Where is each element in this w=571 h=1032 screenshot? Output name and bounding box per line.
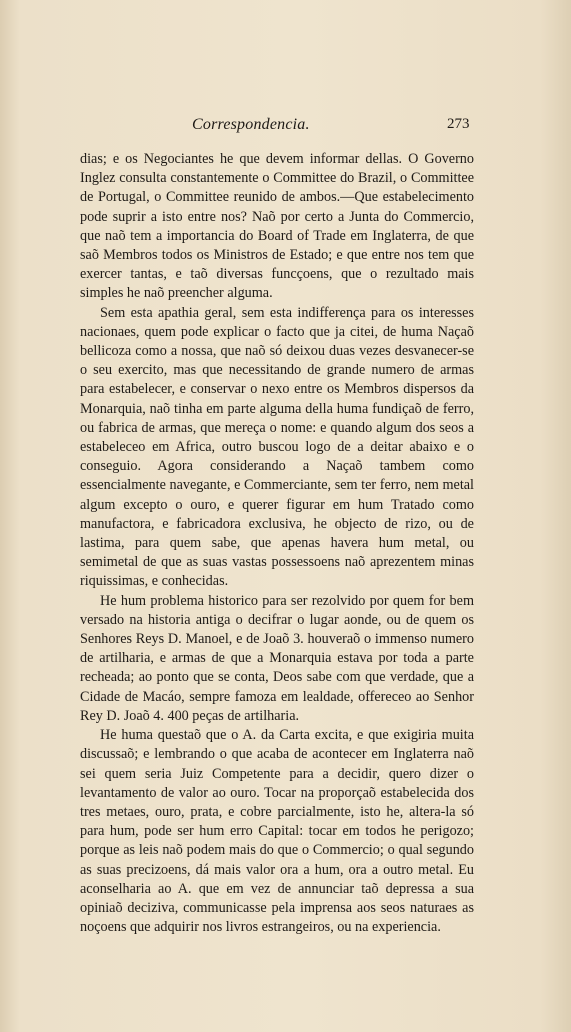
paragraph-1: dias; e os Negociantes he que devem informar dellas. O Governo Inglez consulta constantemente o Committee do Brazil, o Committee de Portugal, o Committee reunido de ambos.—Que estabelecimento pode suprir a isto entre nos? Naõ por certo a Junta do Commercio, que naõ tem a importancia do Board of Trade em Inglaterra, de que saõ Membros todos os Ministros de Estado; e que entre nos tem que exercer tantas, e taõ diversas funcçoens, que o rezultado mais simples he naõ preencher alguma.	[80, 151, 474, 302]
running-title: Correspondencia.	[192, 116, 310, 133]
paragraph-4: He huma questaõ que o A. da Carta excita, e que exigiria muita discussaõ; e lembrando o que acaba de acontecer em Inglaterra naõ sei quem seria Juiz Competente para a decidir, quero dizer o levantamento de valor ao ouro. Tocar na proporçaõ estabelecida dos tres metaes, ouro, prata, e cobre parcialmente, isto he, altera-la só para hum, pode ser hum erro Capital: tocar em todos he perigozo; porque as leis naõ podem mais do que o Commercio; o qual segundo as suas precizoens, dá mais valor ora a hum, ora a outro metal. Eu aconselharia ao A. que em vez de annunciar taõ depressa a sua opiniaõ deciziva, communicasse pela imprensa aos seos naturaes as noçoens que adquirir nos livros estrangeiros, ou na experiencia.	[80, 727, 474, 936]
page-number: 273	[447, 116, 470, 132]
paragraph-2: Sem esta apathia geral, sem esta indifferença para os interesses nacionaes, quem pode explicar o facto que ja citei, de huma Naçaõ bellicoza como a nossa, que naõ só deixou duas vezes desvanecer-se o seu exercito, mas que necessitando de grande numero de armas para estabelecer, e conservar o nexo entre os Membros dispersos da Monarquia, naõ tinha em parte alguma della huma fundiçaõ de ferro, ou fabrica de armas, que mereça o nome: e quando algum dos seos a estabeleceo em Africa, outro buscou logo de a deitar abaixo e o conseguio. Agora considerando a Naçaõ tambem como essencialmente navegante, e Commerciante, sem ter ferro, nem metal algum excepto o ouro, e querer figurar em hum Tratado como manufactora, e fabricadora exclusiva, he objecto de rizo, ou de lastima, para quem sabe, que apenas havera hum metal, ou semimetal de que as suas vastas possessoens naõ aprezentem minas riquissimas, e conhecidas.	[80, 304, 474, 590]
page-header	[0, 116, 571, 136]
body-text	[80, 150, 474, 937]
paragraph-3: He hum problema historico para ser rezolvido por quem for bem versado na historia antiga o decifrar o lugar aonde, ou de quem os Senhores Reys D. Manoel, e de Joaõ 3. houveraõ o immenso numero de artilharia, e armas de que a Monarquia estava por toda a parte recheada; ao ponto que se conta, Deos sabe com que verdade, que a Cidade de Macáo, sempre famoza em lealdade, offereceo ao Senhor Rey D. Joaõ 4. 400 peças de artilharia.	[80, 592, 474, 724]
